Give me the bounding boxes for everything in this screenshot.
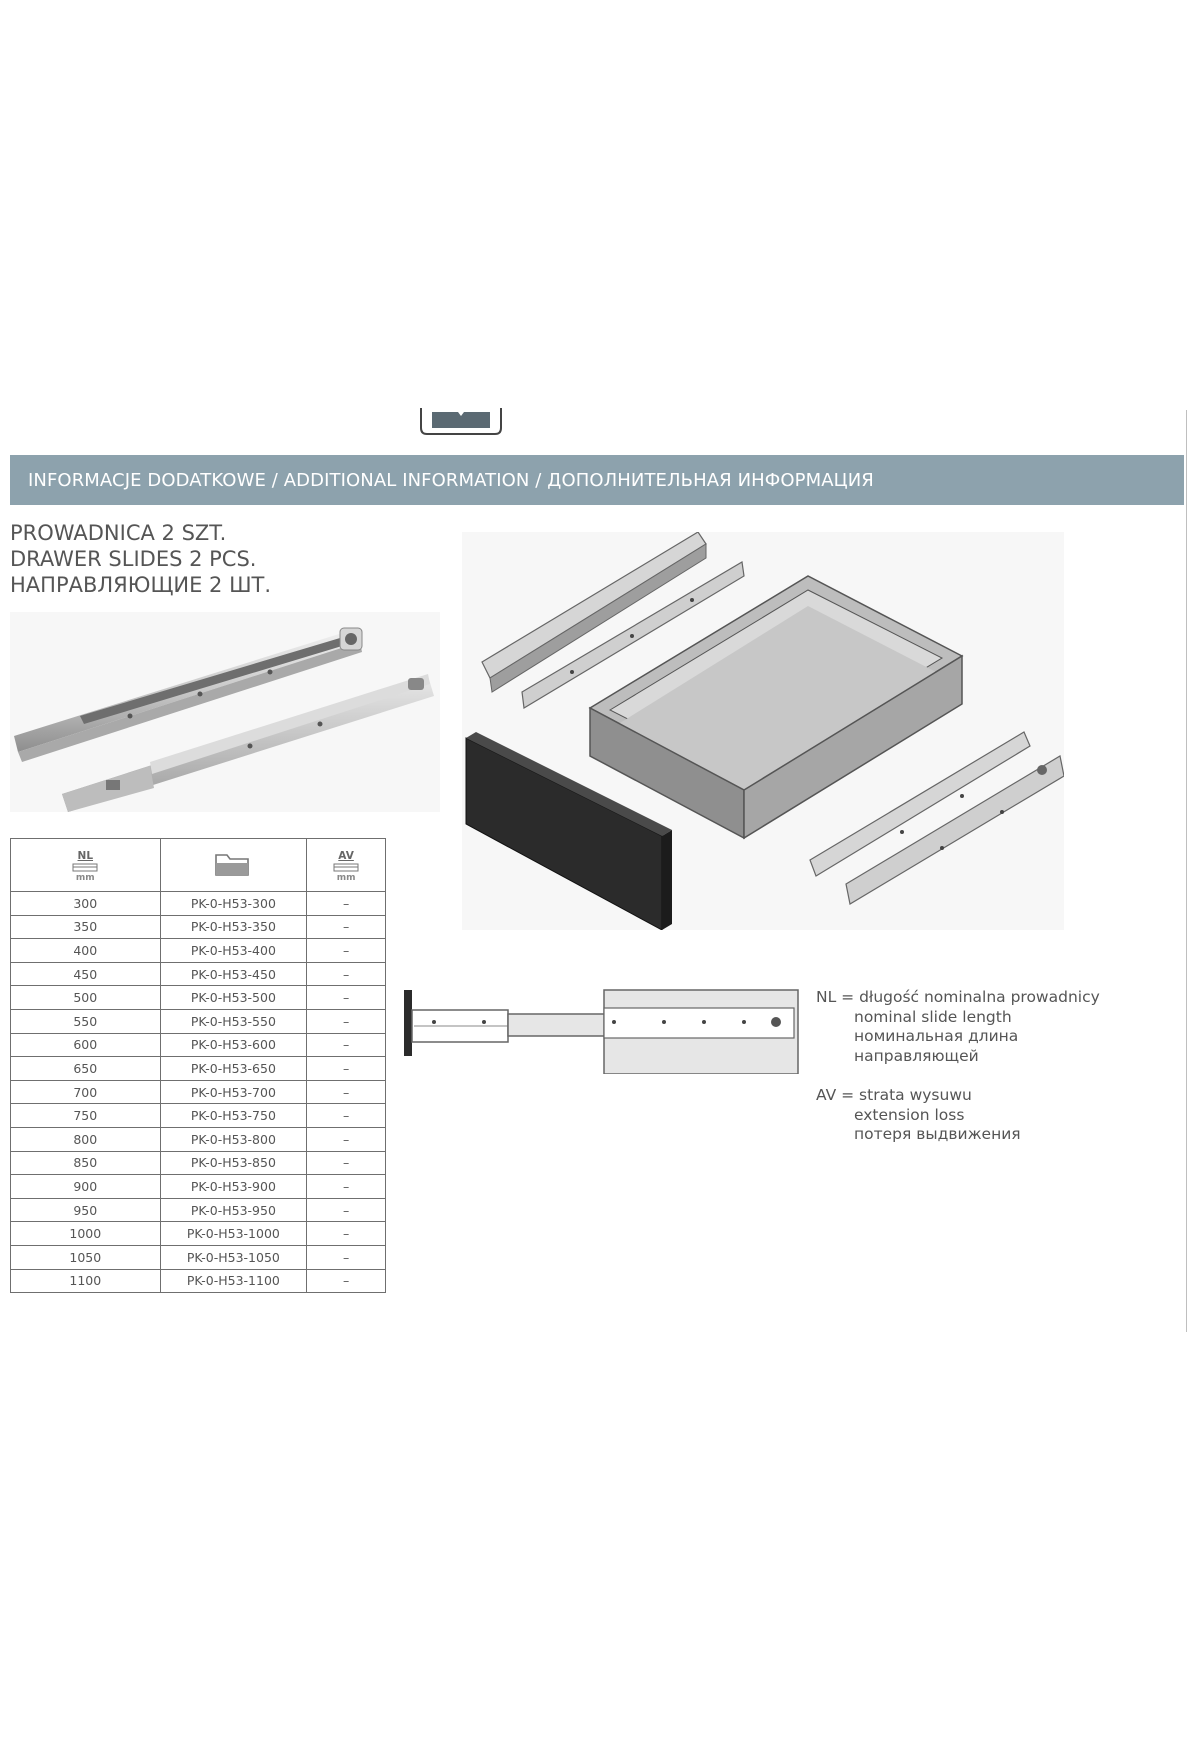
legend-nl-line3: номинальная длина (854, 1027, 1019, 1045)
nl-header-unit: mm (75, 873, 95, 883)
code-cell: PK-0-H53-600 (160, 1033, 307, 1057)
section-tab-icon (418, 402, 504, 436)
banner-text: INFORMACJE DODATKOWE / ADDITIONAL INFORMATION / ДОПОЛНИТЕЛЬНАЯ ИНФОРМАЦИЯ (28, 469, 874, 491)
table-row (11, 986, 386, 1010)
av-cell: – (307, 892, 386, 916)
table-row (11, 1127, 386, 1151)
table-row (11, 892, 386, 916)
av-cell: – (307, 915, 386, 939)
av-cell: – (307, 1033, 386, 1057)
code-cell: PK-0-H53-550 (160, 1009, 307, 1033)
code-cell: PK-0-H53-500 (160, 986, 307, 1010)
code-cell: PK-0-H53-950 (160, 1198, 307, 1222)
nl-cell: 650 (11, 1057, 161, 1081)
legend-av-line2: extension loss (854, 1105, 965, 1124)
nl-cell: 1050 (11, 1245, 161, 1269)
av-cell: – (307, 1151, 386, 1175)
av-header (307, 839, 386, 892)
table-row (11, 1080, 386, 1104)
nl-cell: 800 (11, 1127, 161, 1151)
table-header-row (11, 839, 386, 892)
av-cell: – (307, 986, 386, 1010)
page-right-rule (1186, 410, 1187, 1332)
code-cell: PK-0-H53-650 (160, 1057, 307, 1081)
nl-cell: 750 (11, 1104, 161, 1128)
nl-cell: 600 (11, 1033, 161, 1057)
nl-cell: 450 (11, 962, 161, 986)
av-cell: – (307, 1104, 386, 1128)
table-row (11, 1057, 386, 1081)
code-cell: PK-0-H53-1000 (160, 1222, 307, 1246)
nl-header-label: NL (77, 850, 94, 862)
nl-cell: 850 (11, 1151, 161, 1175)
spec-table (10, 838, 386, 1293)
title-ru: НАПРАВЛЯЮЩИЕ 2 ШТ. (10, 573, 272, 597)
table-row (11, 1269, 386, 1293)
av-cell: – (307, 1009, 386, 1033)
legend-nl-line1: NL = długość nominalna prowadnicy (816, 988, 1100, 1006)
title-pl: PROWADNICA 2 SZT. (10, 521, 227, 545)
av-cell: – (307, 1057, 386, 1081)
av-cell: – (307, 962, 386, 986)
av-header-label: AV (338, 850, 354, 862)
table-row (11, 1198, 386, 1222)
legend-nl-line2: nominal slide length (854, 1007, 1012, 1026)
code-cell: PK-0-H53-900 (160, 1175, 307, 1199)
av-cell: – (307, 1222, 386, 1246)
code-cell: PK-0-H53-400 (160, 939, 307, 963)
product-title (10, 520, 271, 598)
av-cell: – (307, 939, 386, 963)
table-row (11, 939, 386, 963)
code-header (160, 839, 307, 892)
section-banner (10, 455, 1184, 505)
table-row (11, 1104, 386, 1128)
nl-cell: 1100 (11, 1269, 161, 1293)
code-cell: PK-0-H53-300 (160, 892, 307, 916)
av-header-unit: mm (336, 873, 356, 883)
av-cell: – (307, 1080, 386, 1104)
nl-cell: 400 (11, 939, 161, 963)
nl-cell: 300 (11, 892, 161, 916)
table-row (11, 1222, 386, 1246)
slides-photo (10, 612, 440, 812)
legend-nl-line4: направляющей (854, 1046, 979, 1065)
nl-cell: 350 (11, 915, 161, 939)
nl-cell: 900 (11, 1175, 161, 1199)
code-cell: PK-0-H53-750 (160, 1104, 307, 1128)
av-cell: – (307, 1245, 386, 1269)
folder-icon (214, 851, 252, 877)
av-cell: – (307, 1127, 386, 1151)
code-cell: PK-0-H53-800 (160, 1127, 307, 1151)
nl-cell: 950 (11, 1198, 161, 1222)
table-row (11, 1151, 386, 1175)
nl-cell: 550 (11, 1009, 161, 1033)
table-body (11, 892, 386, 1293)
slide-side-view-diagram (404, 984, 804, 1074)
legend-av-line3: потеря выдвижения (854, 1125, 1021, 1143)
table-row (11, 1009, 386, 1033)
nl-cell: 500 (11, 986, 161, 1010)
drawer-illustration (462, 532, 1064, 930)
nl-cell: 1000 (11, 1222, 161, 1246)
av-cell: – (307, 1175, 386, 1199)
code-cell: PK-0-H53-700 (160, 1080, 307, 1104)
table-row (11, 1245, 386, 1269)
table-row (11, 1033, 386, 1057)
table-row (11, 1175, 386, 1199)
table-row (11, 915, 386, 939)
nl-header (11, 839, 161, 892)
av-cell: – (307, 1198, 386, 1222)
code-cell: PK-0-H53-350 (160, 915, 307, 939)
code-cell: PK-0-H53-450 (160, 962, 307, 986)
table-row (11, 962, 386, 986)
title-en: DRAWER SLIDES 2 PCS. (10, 547, 257, 571)
code-cell: PK-0-H53-1050 (160, 1245, 307, 1269)
legend-av-line1: AV = strata wysuwu (816, 1086, 972, 1104)
av-loss-icon (333, 851, 359, 883)
nl-length-icon (72, 851, 98, 883)
av-cell: – (307, 1269, 386, 1293)
code-cell: PK-0-H53-850 (160, 1151, 307, 1175)
code-cell: PK-0-H53-1100 (160, 1269, 307, 1293)
legend (816, 988, 1100, 1145)
nl-cell: 700 (11, 1080, 161, 1104)
